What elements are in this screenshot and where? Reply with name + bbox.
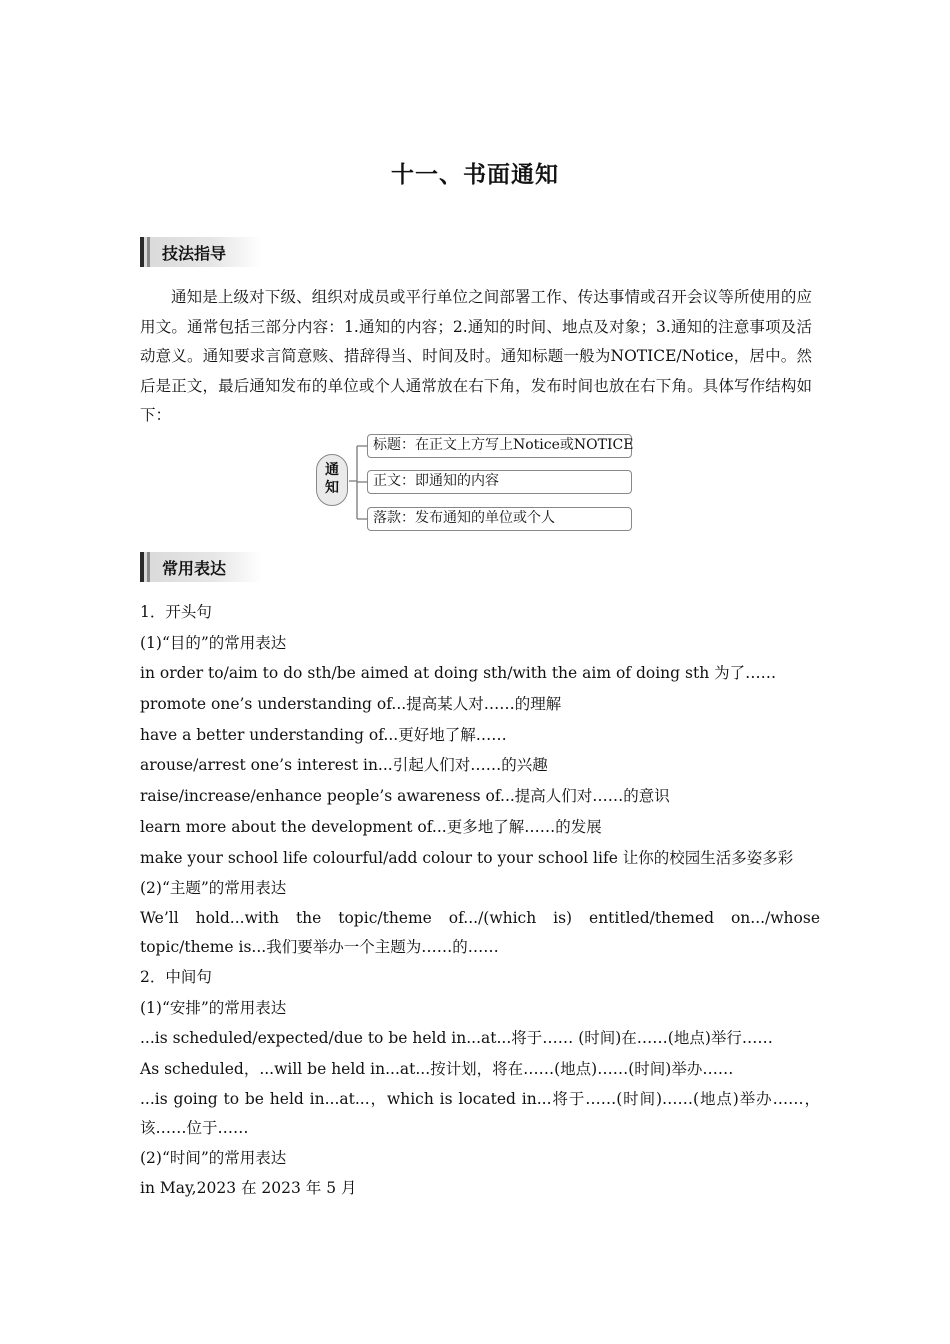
section-marker [147, 552, 150, 582]
subheading-theme: (2)“主题”的常用表达 [140, 879, 287, 898]
diagram-node-title: 标题：在正文上方写上Notice或NOTICE [367, 434, 632, 458]
subheading-time: (2)“时间”的常用表达 [140, 1148, 287, 1167]
list-item: learn more about the development of...更多地了解……的发展 [140, 817, 602, 836]
list-item: ...is scheduled/expected/due to be held in...at...将于…… (时间)在……(地点)举行…… [140, 1029, 773, 1048]
section-header-expressions [140, 552, 262, 582]
diagram-node-body: 正文：即通知的内容 [367, 470, 632, 494]
section-marker [140, 552, 144, 582]
diagram-node-signature: 落款：发布通知的单位或个人 [367, 507, 632, 531]
section-title: 技法指导 [162, 244, 227, 263]
subheading-arrangement: (1)“安排”的常用表达 [140, 998, 287, 1017]
section-header-technique [140, 237, 262, 267]
section-title: 常用表达 [162, 559, 227, 578]
list-item: have a better understanding of...更好地了解…… [140, 725, 507, 744]
list-item: ...is going to be held in...at...，which is located in...将于……(时间)……(地点)举办……，该……位于…… [140, 1089, 820, 1137]
intro-paragraph: 通知是上级对下级、组织对成员或平行单位之间部署工作、传达事情或召开会议等所使用的应用文。通常包括三部分内容：1.通知的内容；2.通知的时间、地点及对象；3.通知的注意事项及活动意义。通知要求言简意赅、措辞得当、时间及时。通知标题一般为NOTICE/Notice，居中。然后是正文，最后通知发布的单位或个人通常放在右下角，发布时间也放在右下角。具体写作结构如下： [140, 288, 812, 424]
heading-middle: 2．中间句 [140, 967, 212, 986]
subheading-purpose: (1)“目的”的常用表达 [140, 633, 287, 652]
list-item: in May,2023 在 2023 年 5 月 [140, 1179, 357, 1198]
list-item: As scheduled，...will be held in...at...按计划，将在……(地点)……(时间)举办…… [140, 1059, 734, 1078]
diagram-root-label: 通知 [325, 462, 339, 496]
list-item: promote one’s understanding of...提高某人对……的理解 [140, 695, 562, 714]
expression-list [140, 597, 820, 1204]
list-item: make your school life colourful/add colour to your school life 让你的校园生活多姿多彩 [140, 848, 794, 867]
page-title: 十一、书面通知 [391, 162, 559, 188]
list-item: in order to/aim to do sth/be aimed at doing sth/with the aim of doing sth 为了…… [140, 664, 777, 683]
structure-diagram [313, 427, 638, 537]
diagram-root [316, 454, 348, 506]
section-marker [147, 237, 150, 267]
heading-opening: 1．开头句 [140, 603, 212, 621]
list-item: arouse/arrest one’s interest in...引起人们对……的兴趣 [140, 756, 548, 775]
section-marker [140, 237, 144, 267]
list-item: We’ll hold...with the topic/theme of.../(which is) entitled/themed on.../whose topic/theme is...我们要举办一个主题为……的…… [140, 908, 820, 956]
list-item: raise/increase/enhance people’s awareness of...提高人们对……的意识 [140, 787, 670, 806]
